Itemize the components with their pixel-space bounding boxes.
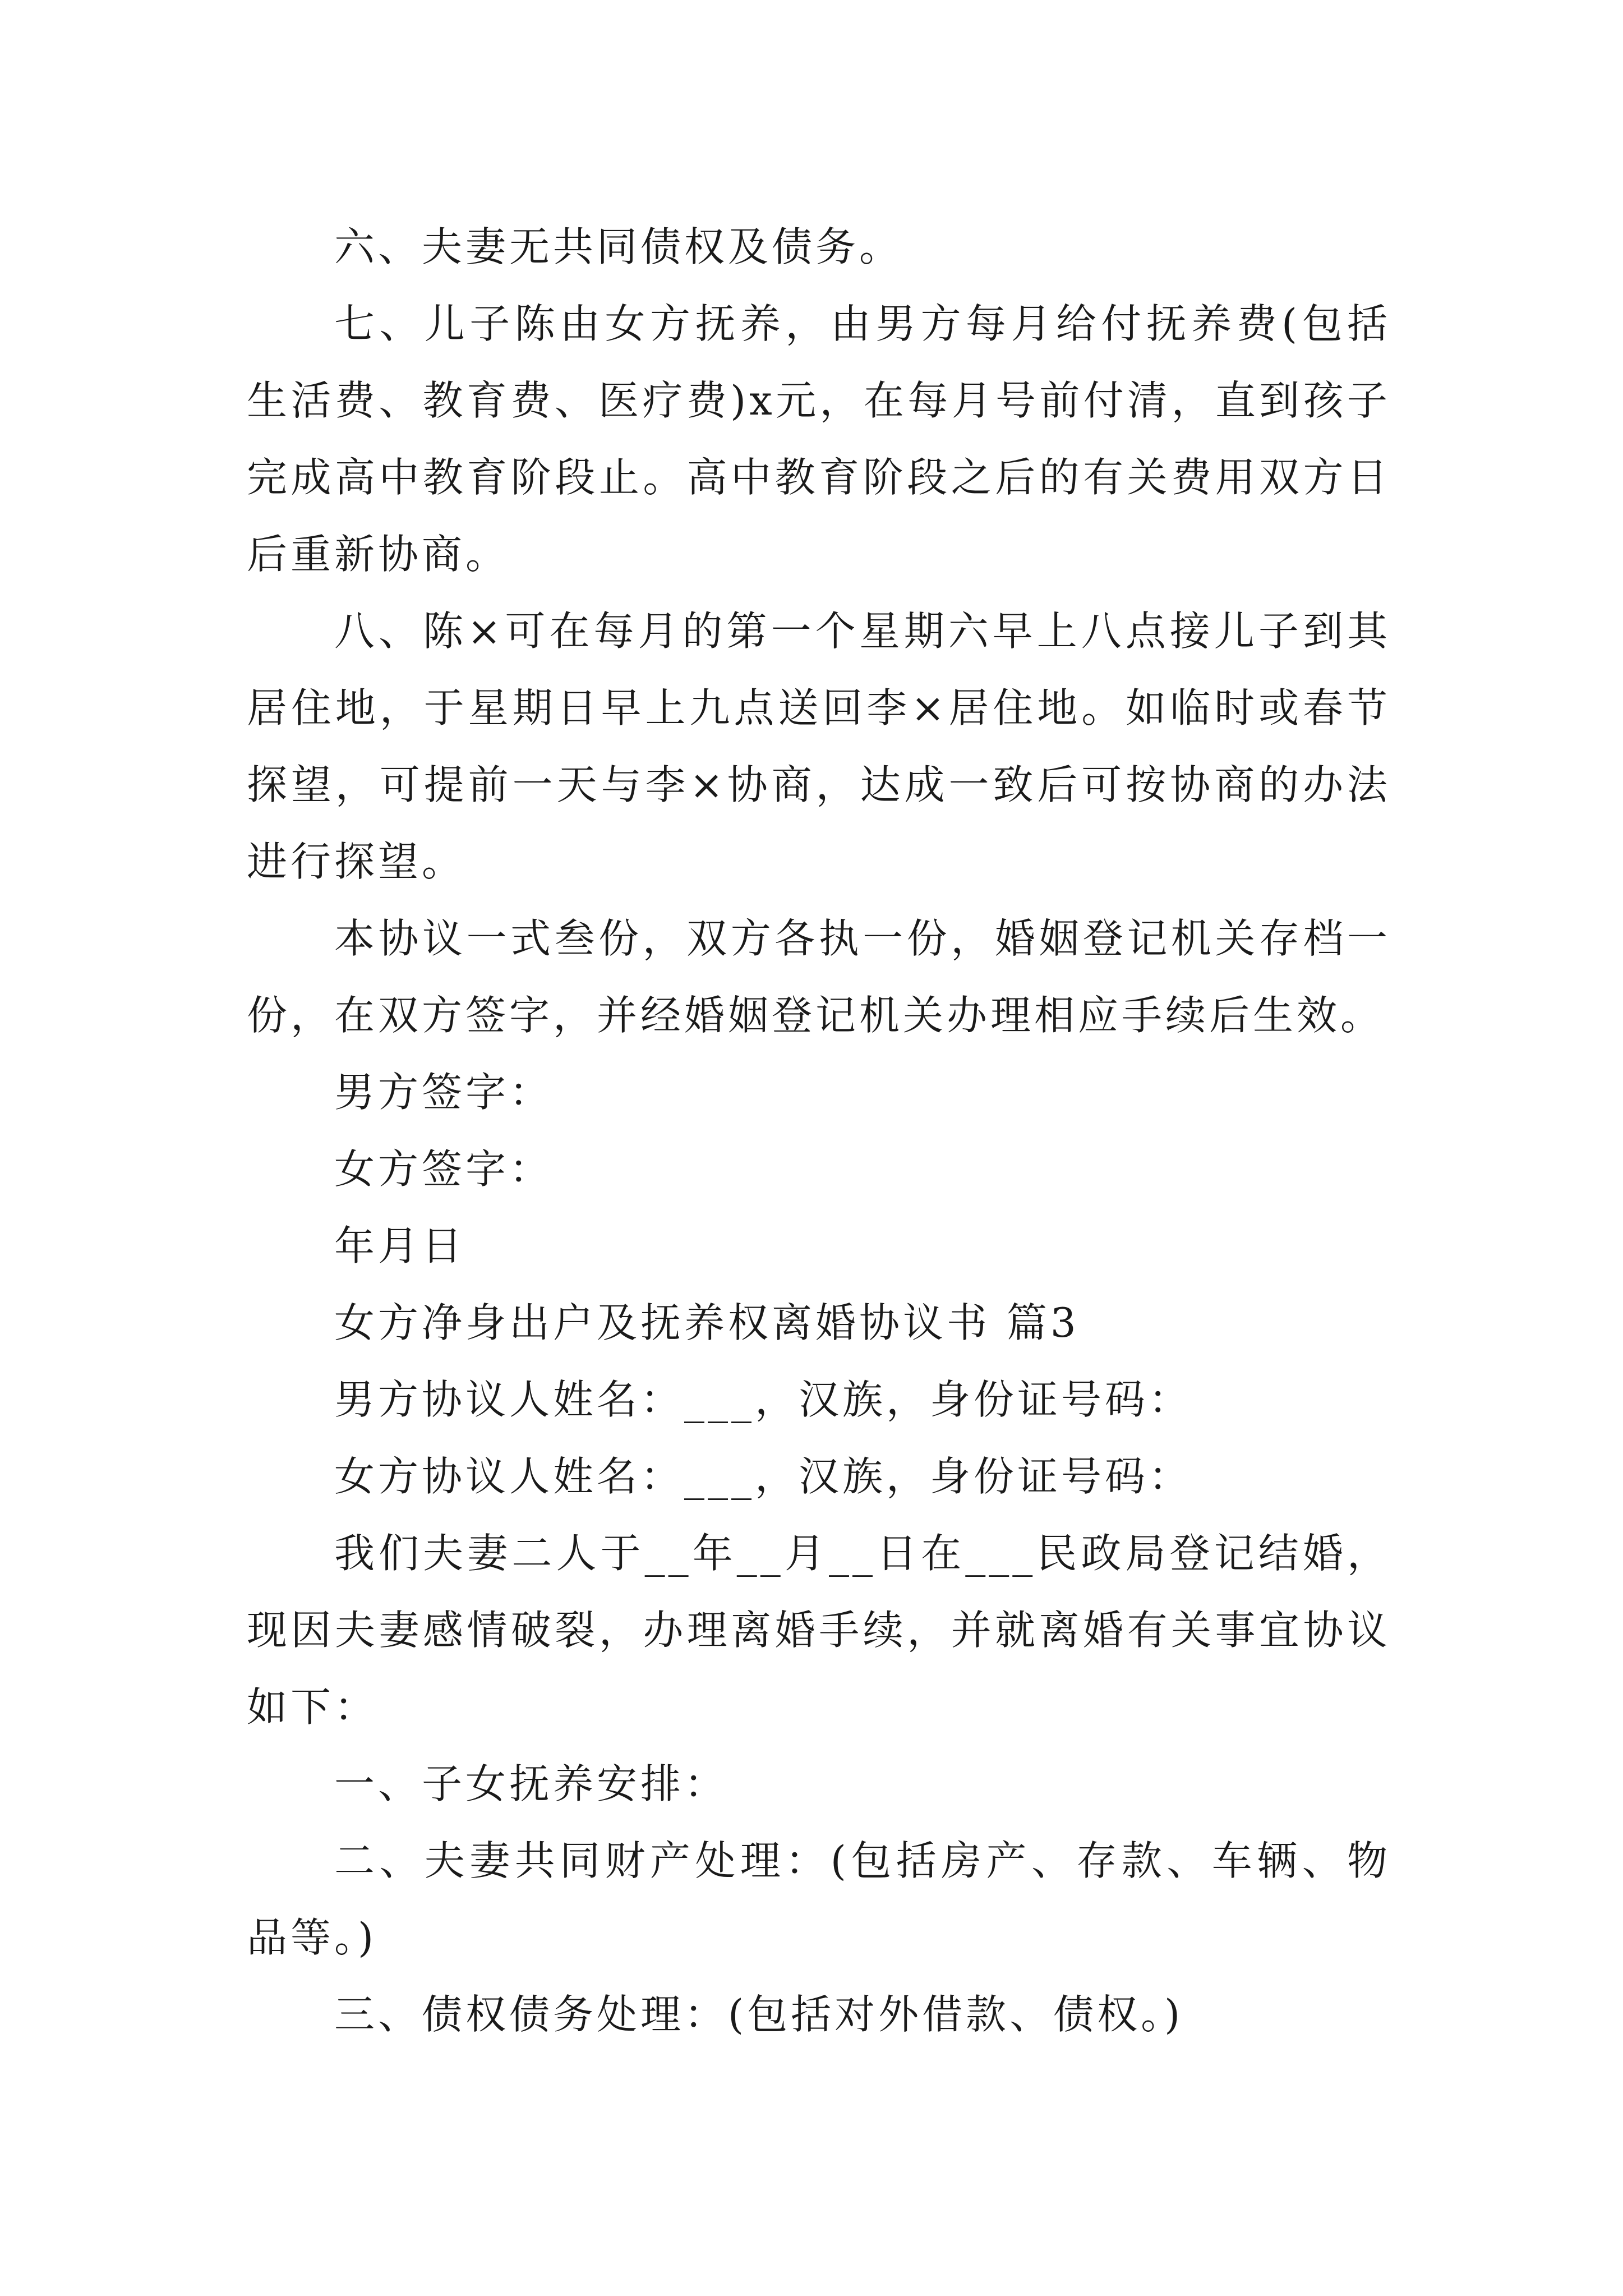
paragraph-item-1: 一、子女抚养安排： (334, 1760, 728, 1807)
male-signature-line: 男方签字： (334, 1069, 554, 1116)
document-body (247, 209, 1391, 2053)
female-signature-line: 女方签字： (334, 1145, 554, 1193)
paragraph-clause-7: 七、儿子陈由女方抚养，由男方每月给付抚养费(包括生活费、教育费、医疗费)x元，在每月号前付清，直到孩子完成高中教育阶段止。高中教育阶段之后的有关费用双方日后重新协商。 (247, 300, 1391, 578)
male-party-line: 男方协议人姓名：___，汉族，身份证号码： (334, 1376, 1193, 1423)
paragraph-clause-8: 八、陈×可在每月的第一个星期六早上八点接儿子到其居住地，于星期日早上九点送回李×居住地。如临时或春节探望，可提前一天与李×协商，达成一致后可按协商的办法进行探望。 (247, 608, 1391, 885)
paragraph-clause-6: 六、夫妻无共同债权及债务。 (334, 223, 903, 270)
paragraph-item-2: 二、夫妻共同财产处理：(包括房产、存款、车辆、物品等。) (247, 1837, 1391, 1961)
date-line: 年月日 (334, 1222, 466, 1269)
section-heading: 女方净身出户及抚养权离婚协议书 篇3 (334, 1299, 1080, 1346)
female-party-line: 女方协议人姓名：___，汉族，身份证号码： (334, 1453, 1193, 1500)
paragraph-marriage-statement: 我们夫妻二人于__年__月__日在___民政局登记结婚，现因夫妻感情破裂，办理离婚手续，并就离婚有关事宜协议如下： (247, 1530, 1391, 1731)
paragraph-copies: 本协议一式叁份，双方各执一份，婚姻登记机关存档一份，在双方签字，并经婚姻登记机关办理相应手续后生效。 (247, 915, 1391, 1039)
paragraph-item-3: 三、债权债务处理：(包括对外借款、债权。) (334, 1991, 1184, 2038)
